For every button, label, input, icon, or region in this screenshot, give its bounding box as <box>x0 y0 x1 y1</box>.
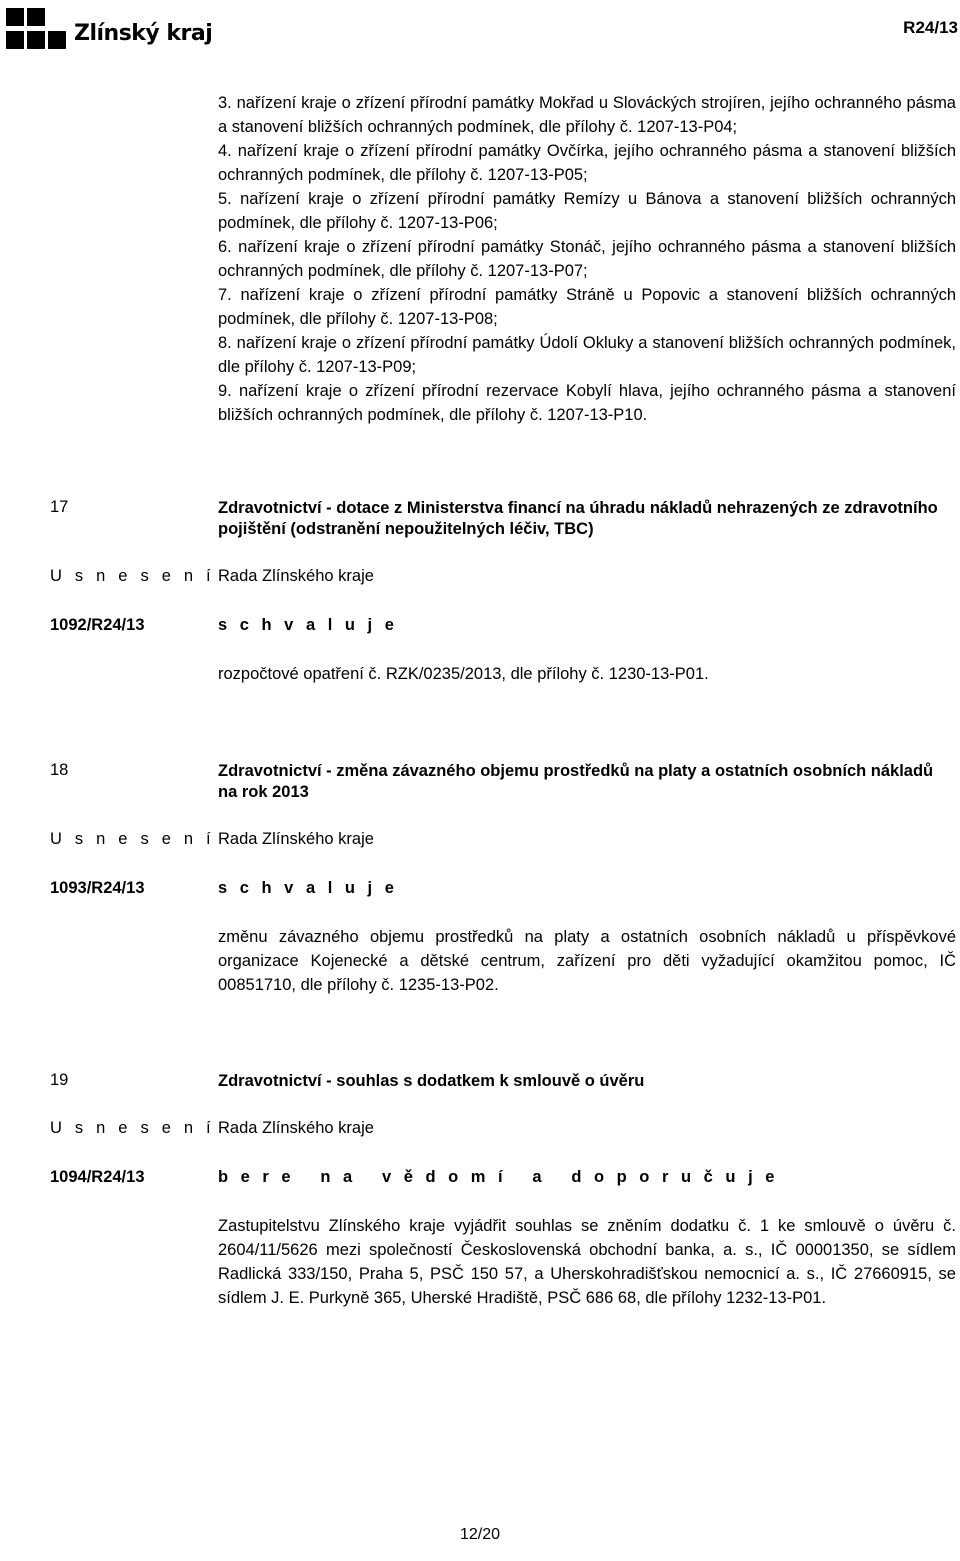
resolution-text-row <box>50 925 956 997</box>
section-number: 19 <box>50 1071 69 1089</box>
page-number: 12/20 <box>459 1526 501 1543</box>
resolution-text-row <box>50 1214 956 1310</box>
section-number: 18 <box>50 761 69 779</box>
usneseni-row <box>50 830 956 849</box>
council-name: Rada Zlínského kraje <box>218 567 374 585</box>
usneseni-row <box>50 567 956 586</box>
usneseni-label: U s n e s e n í <box>50 567 215 585</box>
section-title: Zdravotnictví - dotace z Ministerstva financí na úhradu nákladů nehrazených ze zdravotního pojištění (odstranění nepoužitelných léčiv, TBC) <box>218 499 938 538</box>
section-title: Zdravotnictví - souhlas s dodatkem k smlouvě o úvěru <box>218 1072 645 1090</box>
resolution-number: 1094/R24/13 <box>50 1168 145 1186</box>
section-title: Zdravotnictví - změna závazného objemu prostředků na platy a ostatních osobních nákladů na rok 2013 <box>218 762 934 801</box>
resolution-row <box>50 616 956 635</box>
section-heading-row <box>50 761 956 803</box>
logo-squares-icon <box>6 8 66 52</box>
section-17 <box>50 498 956 686</box>
usneseni-label: U s n e s e n í <box>50 1119 215 1137</box>
resolution-row <box>50 879 956 898</box>
section-18 <box>50 761 956 997</box>
list-item: 3. nařízení kraje o zřízení přírodní památky Mokřad u Slováckých strojíren, jejího ochranného pásma a stanovení bližších ochranných podmínek, dle přílohy č. 1207-13-P04; <box>218 94 956 136</box>
resolution-verb: s c h v a l u j e <box>218 616 398 634</box>
section-heading-row <box>50 498 956 540</box>
list-item: 9. nařízení kraje o zřízení přírodní rezervace Kobylí hlava, jejího ochranného pásma a stanovení bližších ochranných podmínek, dle přílohy č. 1207-13-P10. <box>218 382 956 424</box>
usneseni-label: U s n e s e n í <box>50 830 215 848</box>
resolution-row <box>50 1168 956 1187</box>
list-item: 6. nařízení kraje o zřízení přírodní památky Stonáč, jejího ochranného pásma a stanovení bližších ochranných podmínek, dle přílohy č. 1207-13-P07; <box>218 238 956 280</box>
usneseni-row <box>50 1119 956 1138</box>
document-code: R24/13 <box>903 18 958 37</box>
logo-text: Zlínský kraj <box>74 21 213 46</box>
list-item: 4. nařízení kraje o zřízení přírodní památky Ovčírka, jejího ochranného pásma a stanovení bližších ochranných podmínek, dle přílohy č. 1207-13-P05; <box>218 142 956 184</box>
resolution-verb: s c h v a l u j e <box>218 879 398 897</box>
list-item: 8. nařízení kraje o zřízení přírodní památky Údolí Okluky a stanovení bližších ochranných podmínek, dle přílohy č. 1207-13-P09; <box>218 334 956 376</box>
resolution-verb: b e r e n a v ě d o m í a d o p o r u č u j e <box>218 1168 779 1186</box>
resolution-text: změnu závazného objemu prostředků na platy a ostatních osobních nákladů u příspěvkové organizace Kojenecké a dětské centrum, zařízení pro děti vyžadující okamžitou pomoc, IČ 00851710, dle přílohy č. 1235-13-P02. <box>218 928 956 994</box>
resolution-text-row <box>50 662 956 686</box>
resolution-number: 1093/R24/13 <box>50 879 145 897</box>
council-name: Rada Zlínského kraje <box>218 830 374 848</box>
resolution-text: Zastupitelstvu Zlínského kraje vyjádřit souhlas se zněním dodatku č. 1 ke smlouvě o úvěru č. 2604/11/5626 mezi společností Československá obchodní banka, a. s., IČ 00001350, se sídlem Radlická 333/150, Praha 5, PSČ 150 57, a Uherskohradišťskou nemocnicí a. s., IČ 27660915, se sídlem J. E. Purkyně 365, Uherské Hradiště, PSČ 686 68, dle přílohy 1232-13-P01. <box>218 1217 956 1307</box>
continued-list <box>218 91 956 427</box>
section-number: 17 <box>50 498 69 516</box>
section-heading-row <box>50 1071 956 1092</box>
list-item: 7. nařízení kraje o zřízení přírodní památky Stráně u Popovic a stanovení bližších ochranných podmínek, dle přílohy č. 1207-13-P08; <box>218 286 956 328</box>
section-19 <box>50 1071 956 1310</box>
zlinsky-kraj-logo <box>6 6 213 56</box>
council-name: Rada Zlínského kraje <box>218 1119 374 1137</box>
resolution-number: 1092/R24/13 <box>50 616 145 634</box>
resolution-text: rozpočtové opatření č. RZK/0235/2013, dle přílohy č. 1230-13-P01. <box>218 665 709 683</box>
list-item: 5. nařízení kraje o zřízení přírodní památky Remízy u Bánova a stanovení bližších ochranných podmínek, dle přílohy č. 1207-13-P06; <box>218 190 956 232</box>
